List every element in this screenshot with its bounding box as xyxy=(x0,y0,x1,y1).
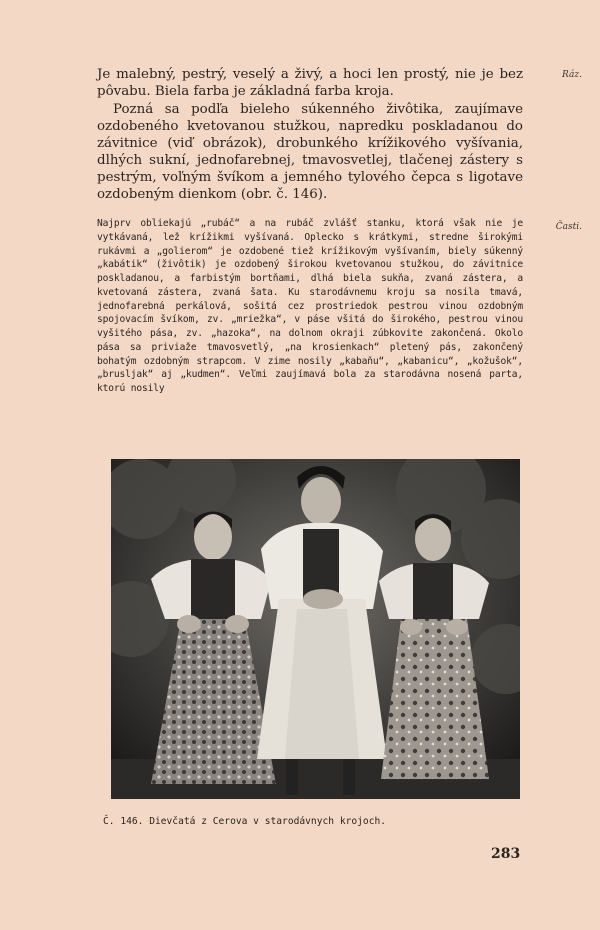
margin-note-casti: Časti. xyxy=(555,222,582,232)
paragraph-intro xyxy=(97,66,523,100)
paragraph-text: Je malebný, pestrý, veselý a živý, a hoci len prostý, nie je bez pôvabu. Biela farba je základná farba kroja. xyxy=(97,67,523,100)
figure-caption: Č. 146. Dievčatá z Cerova v starodávnych krojoch. xyxy=(103,816,387,827)
margin-note-raz: Ráz. xyxy=(562,70,582,80)
paragraph-text: Najprv obliekajú „rubáč“ a na rubáč zvlášť stanku, ktorá však nie je vytkávaná, lež krížikmi vyšívaná. Oplecko s krátkymi, stredne širokými rukávmi a „golierom“ je ozdobené tiež krížikovým vyšívaním, biely súkenný „kabátik“ (živôtik) je ozdobený širokou kvetovanou stužkou, do závitnice poskladanou, a farbistým bortňami, dlhá biela sukňa, zvaná zástera, a kvetovaná zástera, zvaná šata. Ku starodávnemu kroju sa nosila tmavá, jednofarebná perkálová, sošitá cez prostriedok pestrou vinou ozdobným spojovacím švíkom, zv. „mriežka“, v páse všitá do širokého, pestrou vinou vyšitého pása, zv. „hazoka“, na dolnom okraji zúbkovite zakončená. Okolo pása sa priviaže tmavosvetlý, „na krosienkach“ pletený pás, zakončený bohatým ozdobným strapcom. V zime nosily „kabaňu“, „kabanicu“, „kožušok“, „brusljak“ aj „kudmen“. Veľmi zaujímavá bola za starodávna nosená parta, ktorú nosily xyxy=(97,218,523,394)
paragraph-costume-parts xyxy=(97,217,523,396)
page-number: 283 xyxy=(491,846,521,862)
paragraph-text: Pozná sa podľa bieleho súkenného živôtika, zaujímave ozdobeného kvetovanou stužkou, napredku poskladanou do závitnice (viď obrázok), drobunkého krížikového vyšívania, dlhých sukní, jednofarebnej, tmavosvetlej, tlačenej zástery s pestrým, voľným švíkom a jemného tylového čepca s ligotave ozdobeným dienkom (obr. č. 146). xyxy=(97,102,523,203)
paragraph-description xyxy=(97,101,523,204)
photograph-three-girls-in-costume xyxy=(111,459,520,799)
